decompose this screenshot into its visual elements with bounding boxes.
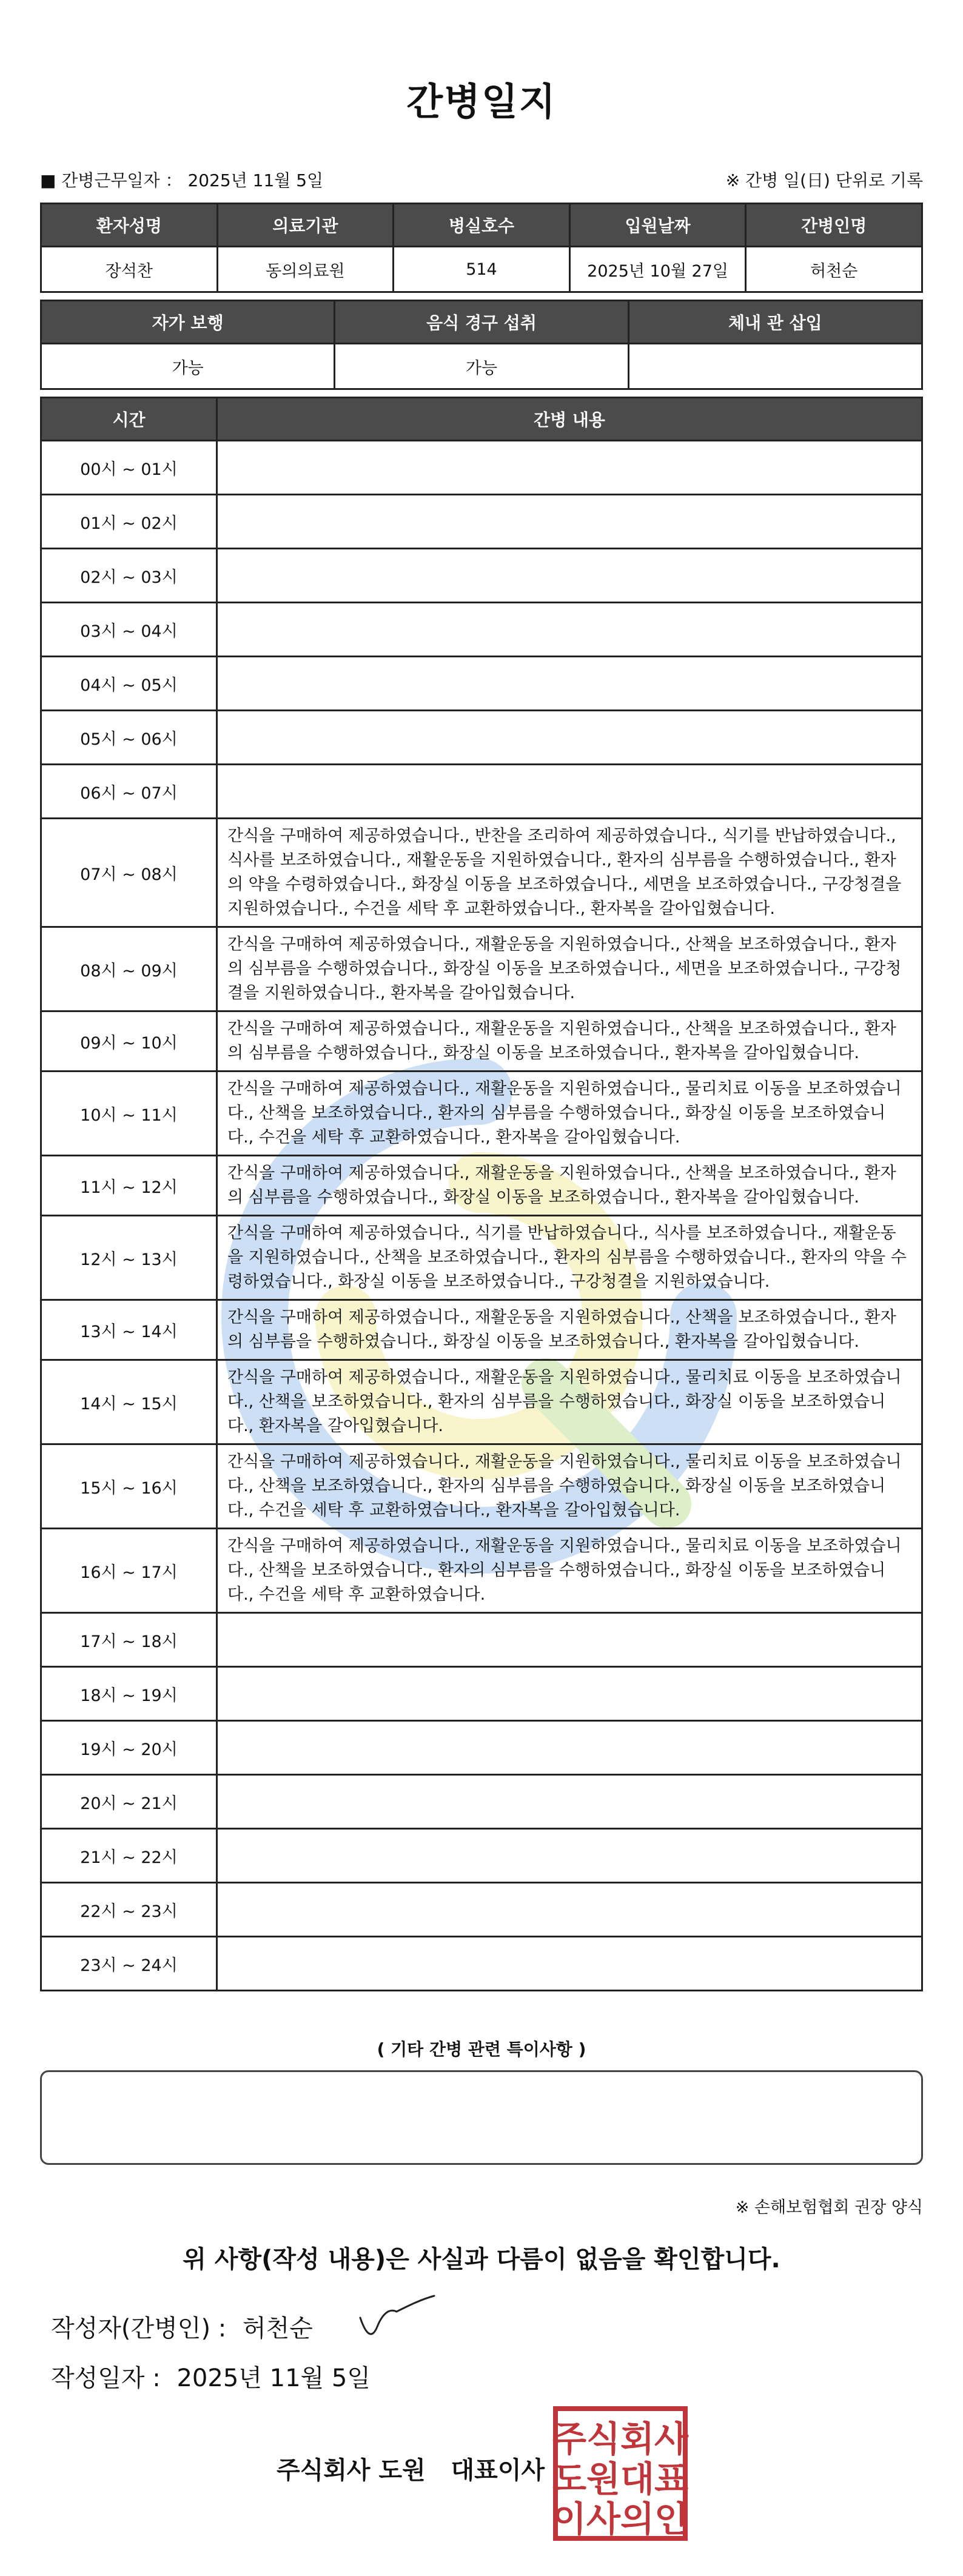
care-status-table <box>40 300 923 390</box>
written-date-line <box>51 2359 371 2393</box>
log-row <box>41 603 922 657</box>
company-seal-icon <box>552 2405 689 2542</box>
log-time: 11시 ~ 12시 <box>41 1156 217 1216</box>
log-row <box>41 1216 922 1300</box>
log-time: 03시 ~ 04시 <box>41 603 217 657</box>
log-row <box>41 441 922 495</box>
log-content: 간식을 구매하여 제공하였습니다., 재활운동을 지원하였습니다., 산책을 보조하였습니다., 환자의 심부름을 수행하였습니다., 화장실 이동을 보조하였습니다., 환자복을 갈아입혔습니다. <box>217 1156 922 1216</box>
header-content: 간병 내용 <box>217 398 922 441</box>
log-content <box>217 1775 922 1829</box>
log-time: 08시 ~ 09시 <box>41 927 217 1011</box>
log-time: 14시 ~ 15시 <box>41 1360 217 1444</box>
log-row <box>41 711 922 765</box>
oral-intake-value: 가능 <box>335 344 628 389</box>
source-note: ※ 손해보험협회 권장 양식 <box>735 2198 923 2217</box>
unit-note: ※ 간병 일(日) 단위로 기록 <box>725 170 923 190</box>
hospital-name: 동의의료원 <box>217 247 394 292</box>
log-time: 22시 ~ 23시 <box>41 1883 217 1937</box>
special-notes-box <box>40 2070 923 2165</box>
log-content <box>217 1829 922 1883</box>
header-oral-intake: 음식 경구 섭취 <box>335 301 628 344</box>
confirmation-statement: 위 사항(작성 내용)은 사실과 다름이 없음을 확인합니다. <box>183 2246 780 2273</box>
log-row <box>41 1775 922 1829</box>
log-content: 간식을 구매하여 제공하였습니다., 식기를 반납하였습니다., 식사를 보조하였습니다., 재활운동을 지원하였습니다., 산책을 보조하였습니다., 환자의 심부름을 수행하였습니다., 환자의 약을 수령하였습니다., 화장실 이동을 보조하였습니다., 구강청결을 지원하였습니다. <box>217 1216 922 1300</box>
log-time: 02시 ~ 03시 <box>41 549 217 603</box>
log-row <box>41 1360 922 1444</box>
log-content <box>217 1613 922 1667</box>
log-content <box>217 603 922 657</box>
author-label: 작성자(간병인) : <box>51 2315 227 2343</box>
written-date-value: 2025년 11월 5일 <box>176 2364 371 2392</box>
header-hospital: 의료기관 <box>217 204 394 247</box>
header-patient-name: 환자성명 <box>41 204 218 247</box>
walking-value: 가능 <box>41 344 335 389</box>
log-content <box>217 711 922 765</box>
log-time: 05시 ~ 06시 <box>41 711 217 765</box>
log-content <box>217 441 922 495</box>
care-log-table <box>40 397 923 1991</box>
log-content <box>217 549 922 603</box>
log-time: 07시 ~ 08시 <box>41 819 217 927</box>
author-line <box>51 2309 313 2344</box>
log-row <box>41 1613 922 1667</box>
log-row <box>41 657 922 711</box>
room-number: 514 <box>394 247 570 292</box>
log-row <box>41 1667 922 1721</box>
log-time: 10시 ~ 11시 <box>41 1072 217 1156</box>
log-row <box>41 1529 922 1613</box>
log-time: 04시 ~ 05시 <box>41 657 217 711</box>
header-time: 시간 <box>41 398 217 441</box>
log-row <box>41 927 922 1011</box>
header-caregiver: 간병인명 <box>746 204 922 247</box>
log-time: 06시 ~ 07시 <box>41 765 217 819</box>
log-row <box>41 495 922 549</box>
header-walking: 자가 보행 <box>41 301 335 344</box>
log-time: 19시 ~ 20시 <box>41 1721 217 1775</box>
log-time: 00시 ~ 01시 <box>41 441 217 495</box>
log-content: 간식을 구매하여 제공하였습니다., 재활운동을 지원하였습니다., 산책을 보조하였습니다., 환자의 심부름을 수행하였습니다., 화장실 이동을 보조하였습니다., 환자복을 갈아입혔습니다. <box>217 1300 922 1360</box>
log-content <box>217 1937 922 1991</box>
signature-icon <box>354 2293 439 2342</box>
log-time: 23시 ~ 24시 <box>41 1937 217 1991</box>
header-room: 병실호수 <box>394 204 570 247</box>
svg-text:주식회사: 주식회사 <box>552 2418 689 2460</box>
log-row <box>41 819 922 927</box>
log-time: 18시 ~ 19시 <box>41 1667 217 1721</box>
written-date-label: 작성일자 : <box>51 2364 161 2392</box>
log-time: 12시 ~ 13시 <box>41 1216 217 1300</box>
patient-info-table <box>40 203 923 293</box>
special-notes-title: ( 기타 간병 관련 특이사항 ) <box>377 2039 586 2059</box>
log-content: 간식을 구매하여 제공하였습니다., 반찬을 조리하여 제공하였습니다., 식기를 반납하였습니다., 식사를 보조하였습니다., 재활운동을 지원하였습니다., 환자의 심부름을 수행하였습니다., 환자의 약을 수령하였습니다., 화장실 이동을 보조하였습니다., 세면을 보조하였습니다., 구강청결을 지원하였습니다., 수건을 세탁 후 교환하였습니다., 환자복을 갈아입혔습니다. <box>217 819 922 927</box>
log-row <box>41 1300 922 1360</box>
log-content <box>217 1883 922 1937</box>
log-content <box>217 657 922 711</box>
log-row <box>41 1072 922 1156</box>
log-content <box>217 1667 922 1721</box>
header-tube: 체내 관 삽입 <box>628 301 922 344</box>
log-row <box>41 1883 922 1937</box>
log-content <box>217 495 922 549</box>
log-row <box>41 1937 922 1991</box>
log-row <box>41 1721 922 1775</box>
log-content <box>217 765 922 819</box>
log-content: 간식을 구매하여 제공하였습니다., 재활운동을 지원하였습니다., 산책을 보조하였습니다., 환자의 심부름을 수행하였습니다., 화장실 이동을 보조하였습니다., 환자복을 갈아입혔습니다. <box>217 1011 922 1072</box>
log-time: 01시 ~ 02시 <box>41 495 217 549</box>
admit-date: 2025년 10월 27일 <box>569 247 746 292</box>
log-row <box>41 1829 922 1883</box>
log-content <box>217 1721 922 1775</box>
log-row <box>41 1011 922 1072</box>
svg-text:이사의인: 이사의인 <box>552 2498 689 2540</box>
caregiver-name: 허천순 <box>746 247 922 292</box>
log-time: 09시 ~ 10시 <box>41 1011 217 1072</box>
log-row <box>41 1156 922 1216</box>
page-title: 간병일지 <box>406 79 557 124</box>
header-admit-date: 입원날짜 <box>569 204 746 247</box>
log-content: 간식을 구매하여 제공하였습니다., 재활운동을 지원하였습니다., 물리치료 이동을 보조하였습니다., 산책을 보조하였습니다., 환자의 심부름을 수행하였습니다., 화장실 이동을 보조하였습니다., 환자복을 갈아입혔습니다. <box>217 1360 922 1444</box>
work-date: ■ 간병근무일자 ： 2025년 11월 5일 <box>40 170 324 190</box>
log-content: 간식을 구매하여 제공하였습니다., 재활운동을 지원하였습니다., 물리치료 이동을 보조하였습니다., 산책을 보조하였습니다., 환자의 심부름을 수행하였습니다., 화장실 이동을 보조하였습니다., 수건을 세탁 후 교환하였습니다., 환자복을 갈아입혔습니다. <box>217 1072 922 1156</box>
log-row <box>41 1444 922 1529</box>
log-row <box>41 549 922 603</box>
log-content: 간식을 구매하여 제공하였습니다., 재활운동을 지원하였습니다., 물리치료 이동을 보조하였습니다., 산책을 보조하였습니다., 환자의 심부름을 수행하였습니다., 화장실 이동을 보조하였습니다., 수건을 세탁 후 교환하였습니다., 환자복을 갈아입혔습니다. <box>217 1444 922 1529</box>
log-time: 20시 ~ 21시 <box>41 1775 217 1829</box>
patient-name: 장석찬 <box>41 247 218 292</box>
tube-value <box>628 344 922 389</box>
log-time: 21시 ~ 22시 <box>41 1829 217 1883</box>
log-time: 13시 ~ 14시 <box>41 1300 217 1360</box>
log-time: 16시 ~ 17시 <box>41 1529 217 1613</box>
log-time: 15시 ~ 16시 <box>41 1444 217 1529</box>
svg-text:도원대표: 도원대표 <box>552 2458 689 2500</box>
author-name: 허천순 <box>242 2315 313 2343</box>
log-content: 간식을 구매하여 제공하였습니다., 재활운동을 지원하였습니다., 물리치료 이동을 보조하였습니다., 산책을 보조하였습니다., 환자의 심부름을 수행하였습니다., 화장실 이동을 보조하였습니다., 수건을 세탁 후 교환하였습니다. <box>217 1529 922 1613</box>
log-content: 간식을 구매하여 제공하였습니다., 재활운동을 지원하였습니다., 산책을 보조하였습니다., 환자의 심부름을 수행하였습니다., 화장실 이동을 보조하였습니다., 세면을 보조하였습니다., 구강청결을 지원하였습니다., 환자복을 갈아입혔습니다. <box>217 927 922 1011</box>
log-time: 17시 ~ 18시 <box>41 1613 217 1667</box>
company-name: 주식회사 도원 대표이사 <box>277 2457 545 2484</box>
log-row <box>41 765 922 819</box>
